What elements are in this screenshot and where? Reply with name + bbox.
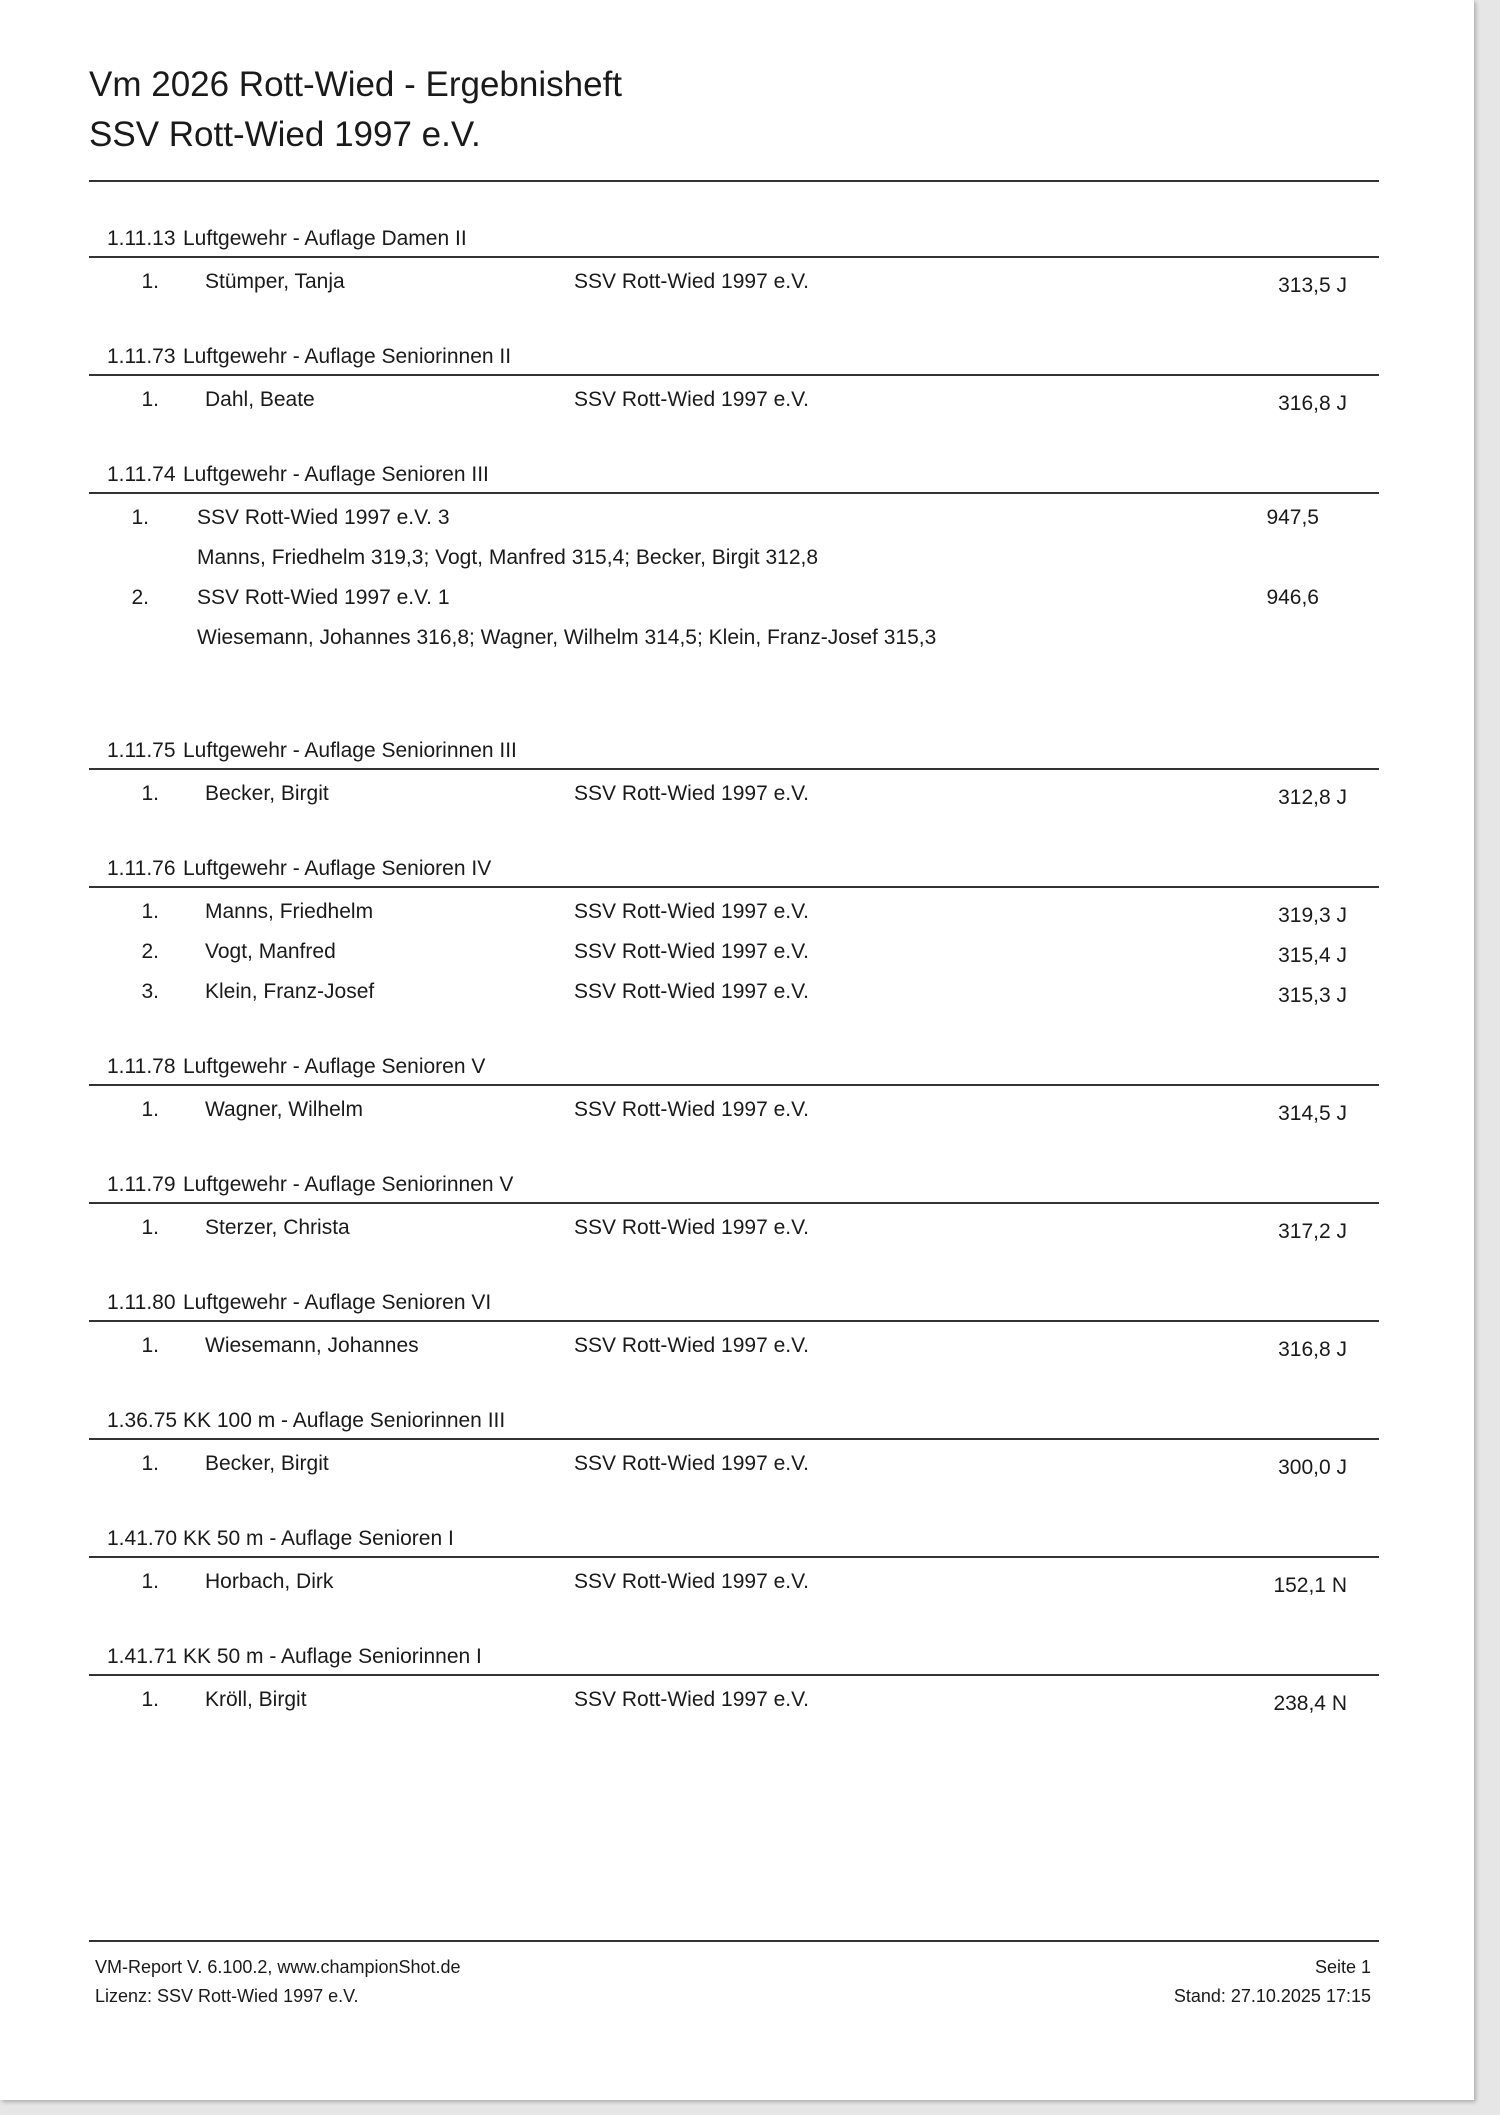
team-rank: 1. (131, 506, 149, 529)
team-members: Manns, Friedhelm 319,3; Vogt, Manfred 315,4; Becker, Birgit 312,8 (197, 546, 819, 569)
result-name: Klein, Franz-Josef (205, 980, 375, 1003)
result-club: SSV Rott-Wied 1997 e.V. (574, 1334, 810, 1357)
footer-left (95, 1953, 461, 2011)
result-name: Kröll, Birgit (205, 1688, 307, 1711)
section-header (89, 1522, 1379, 1558)
result-club: SSV Rott-Wied 1997 e.V. (574, 1216, 810, 1239)
section-header (89, 340, 1379, 376)
section-header (89, 1168, 1379, 1204)
result-rank: 1. (141, 388, 159, 411)
result-section (89, 1286, 1379, 1366)
footer-license: Lizenz: SSV Rott-Wied 1997 e.V. (95, 1986, 359, 2006)
result-rank: 1. (141, 1452, 159, 1475)
result-name: Vogt, Manfred (205, 940, 336, 963)
result-rank: 1. (141, 270, 159, 293)
section-title: Luftgewehr - Auflage Senioren VI (183, 1291, 492, 1314)
result-score: 317,2 J (1278, 1220, 1347, 1243)
document-title (89, 60, 622, 160)
section-number: 1.41.71 (107, 1645, 178, 1668)
result-section (89, 1050, 1379, 1130)
document-title-line2: SSV Rott-Wied 1997 e.V. (89, 115, 481, 154)
result-club: SSV Rott-Wied 1997 e.V. (574, 1688, 810, 1711)
result-section (89, 852, 1379, 1012)
team-result-section (89, 458, 1379, 658)
result-score: 238,4 N (1273, 1692, 1347, 1715)
result-section (89, 340, 1379, 420)
result-rank: 1. (141, 1098, 159, 1121)
section-header (89, 1050, 1379, 1086)
result-score: 314,5 J (1278, 1102, 1347, 1125)
result-section (89, 1522, 1379, 1602)
team-members: Wiesemann, Johannes 316,8; Wagner, Wilhelm 314,5; Klein, Franz-Josef 315,3 (197, 626, 937, 649)
section-number: 1.11.74 (107, 463, 176, 486)
result-name: Dahl, Beate (205, 388, 315, 411)
result-row (89, 774, 1379, 814)
result-club: SSV Rott-Wied 1997 e.V. (574, 1452, 810, 1475)
result-rank: 3. (141, 980, 159, 1003)
result-row (89, 380, 1379, 420)
section-header (89, 1286, 1379, 1322)
result-score: 300,0 J (1278, 1456, 1347, 1479)
result-row (89, 262, 1379, 302)
section-header (89, 458, 1379, 494)
header-divider (89, 180, 1379, 182)
result-name: Becker, Birgit (205, 782, 329, 805)
document-title-line1: Vm 2026 Rott-Wied - Ergebnisheft (89, 65, 623, 104)
result-section (89, 1404, 1379, 1484)
result-name: Stümper, Tanja (205, 270, 345, 293)
section-number: 1.11.73 (107, 345, 176, 368)
result-rank: 1. (141, 1688, 159, 1711)
footer-right (1174, 1953, 1371, 2011)
section-header (89, 1404, 1379, 1440)
result-rank: 1. (141, 1216, 159, 1239)
result-score: 315,4 J (1278, 944, 1347, 967)
section-number: 1.11.13 (107, 227, 176, 250)
result-club: SSV Rott-Wied 1997 e.V. (574, 1570, 810, 1593)
result-rank: 1. (141, 900, 159, 923)
section-number: 1.11.80 (107, 1291, 176, 1314)
section-number: 1.11.78 (107, 1055, 176, 1078)
result-score: 152,1 N (1273, 1574, 1347, 1597)
result-row (89, 1444, 1379, 1484)
team-score: 946,6 (1266, 586, 1319, 609)
section-title: Luftgewehr - Auflage Senioren V (183, 1055, 486, 1078)
result-score: 316,8 J (1278, 1338, 1347, 1361)
result-name: Wagner, Wilhelm (205, 1098, 363, 1121)
result-row (89, 1208, 1379, 1248)
result-rank: 1. (141, 782, 159, 805)
result-rank: 1. (141, 1570, 159, 1593)
section-title: KK 100 m - Auflage Seniorinnen III (183, 1409, 506, 1432)
result-score: 313,5 J (1278, 274, 1347, 297)
result-row (89, 932, 1379, 972)
section-header (89, 1640, 1379, 1676)
result-section (89, 1640, 1379, 1720)
result-row (89, 1326, 1379, 1366)
section-number: 1.41.70 (107, 1527, 178, 1550)
team-name: SSV Rott-Wied 1997 e.V. 3 (197, 506, 450, 529)
result-name: Becker, Birgit (205, 1452, 329, 1475)
result-rank: 1. (141, 1334, 159, 1357)
section-title: Luftgewehr - Auflage Senioren III (183, 463, 489, 486)
result-score: 319,3 J (1278, 904, 1347, 927)
section-title: KK 50 m - Auflage Senioren I (183, 1527, 454, 1550)
result-row (89, 1680, 1379, 1720)
result-name: Horbach, Dirk (205, 1570, 334, 1593)
footer-divider (89, 1940, 1379, 1942)
result-row (89, 892, 1379, 932)
footer-software: VM-Report V. 6.100.2, www.championShot.de (95, 1957, 461, 1977)
result-section (89, 1168, 1379, 1248)
result-club: SSV Rott-Wied 1997 e.V. (574, 940, 810, 963)
result-club: SSV Rott-Wied 1997 e.V. (574, 388, 810, 411)
report-timestamp: Stand: 27.10.2025 17:15 (1173, 1986, 1371, 2006)
team-score: 947,5 (1266, 506, 1319, 529)
section-number: 1.11.76 (107, 857, 176, 880)
section-title: Luftgewehr - Auflage Senioren IV (183, 857, 492, 880)
result-club: SSV Rott-Wied 1997 e.V. (574, 1098, 810, 1121)
result-name: Sterzer, Christa (205, 1216, 350, 1239)
result-section (89, 734, 1379, 814)
result-score: 312,8 J (1278, 786, 1347, 809)
result-score: 316,8 J (1278, 392, 1347, 415)
result-row (89, 1090, 1379, 1130)
team-row (89, 578, 1379, 618)
section-header (89, 734, 1379, 770)
result-row (89, 972, 1379, 1012)
result-club: SSV Rott-Wied 1997 e.V. (574, 270, 810, 293)
result-score: 315,3 J (1278, 984, 1347, 1007)
result-name: Wiesemann, Johannes (205, 1334, 419, 1357)
section-number: 1.11.79 (107, 1173, 176, 1196)
section-title: Luftgewehr - Auflage Seniorinnen III (183, 739, 517, 762)
result-club: SSV Rott-Wied 1997 e.V. (574, 782, 810, 805)
section-title: Luftgewehr - Auflage Seniorinnen V (183, 1173, 514, 1196)
section-number: 1.36.75 (107, 1409, 178, 1432)
team-row (89, 498, 1379, 538)
section-header (89, 222, 1379, 258)
result-club: SSV Rott-Wied 1997 e.V. (574, 900, 810, 923)
section-title: KK 50 m - Auflage Seniorinnen I (183, 1645, 482, 1668)
result-name: Manns, Friedhelm (205, 900, 374, 923)
results-list (89, 222, 1379, 1758)
section-number: 1.11.75 (107, 739, 176, 762)
section-title: Luftgewehr - Auflage Damen II (183, 227, 467, 250)
result-club: SSV Rott-Wied 1997 e.V. (574, 980, 810, 1003)
team-name: SSV Rott-Wied 1997 e.V. 1 (197, 586, 450, 609)
page-number: Seite 1 (1314, 1957, 1371, 1977)
result-rank: 2. (141, 940, 159, 963)
result-row (89, 1562, 1379, 1602)
section-title: Luftgewehr - Auflage Seniorinnen II (183, 345, 512, 368)
team-rank: 2. (131, 586, 149, 609)
section-header (89, 852, 1379, 888)
result-section (89, 222, 1379, 302)
